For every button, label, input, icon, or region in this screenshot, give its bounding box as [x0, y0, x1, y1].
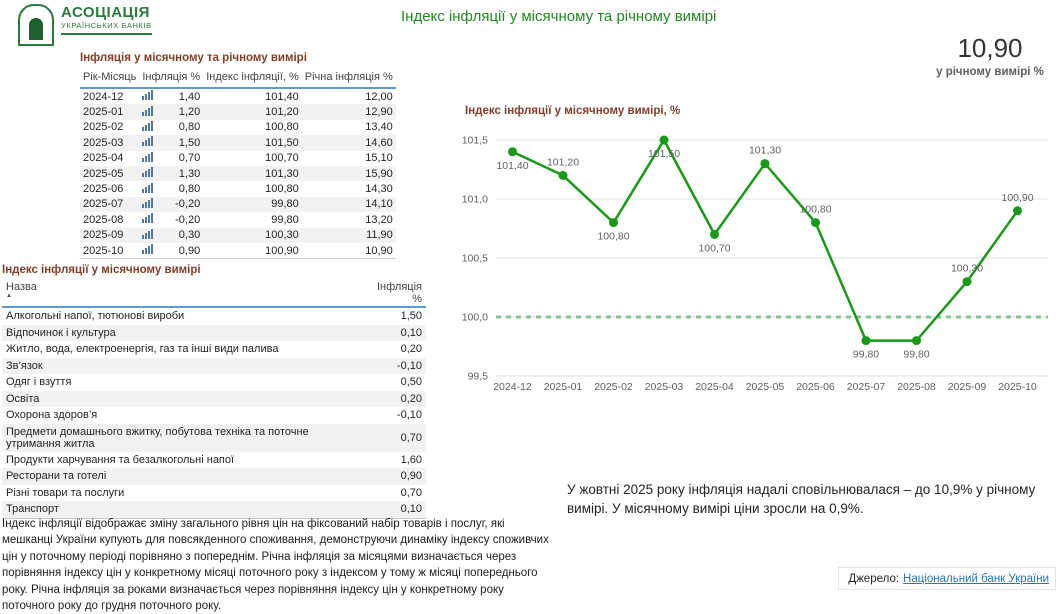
data-point[interactable]: [609, 218, 618, 227]
data-point-label: 100,90: [1001, 191, 1034, 204]
inflation-cell: 1,20: [161, 104, 203, 119]
table-row[interactable]: [80, 243, 396, 259]
col-header-month[interactable]: Рік-Місяць: [80, 69, 139, 88]
table-row[interactable]: [80, 166, 396, 181]
category-name-cell: Алкогольні напої, тютюнові вироби: [6, 310, 185, 323]
table-row[interactable]: [80, 151, 396, 166]
table-row[interactable]: [2, 468, 426, 485]
index-cell: 101,50: [203, 135, 302, 150]
data-point[interactable]: [660, 136, 669, 145]
inflation-cell: 0,70: [178, 152, 201, 165]
col-header-annual[interactable]: Річна інфляція %: [302, 69, 396, 88]
category-value-cell: 0,20: [362, 391, 426, 408]
data-point[interactable]: [963, 277, 972, 286]
mini-bar-chart-icon: [139, 181, 161, 196]
category-name-cell: Відпочинок і культура: [2, 325, 362, 342]
table-row[interactable]: [2, 407, 426, 424]
data-point-label: 100,30: [950, 262, 984, 275]
summary-text: У жовтні 2025 року інфляція надалі сповільнювалася – до 10,9% у річному вимірі. У місячному вимірі ціни зросли на 0,9%.: [567, 482, 1036, 516]
category-value-cell: 0,10: [362, 325, 426, 342]
category-value-cell: 0,70: [362, 424, 426, 452]
monthly-inflation-table: [80, 69, 396, 259]
index-cell: 100,30: [203, 228, 302, 243]
data-point[interactable]: [912, 336, 921, 345]
category-value-cell: 0,10: [362, 501, 426, 518]
mini-bar-chart-icon: [139, 104, 161, 119]
table-row[interactable]: [2, 391, 426, 408]
category-inflation-table-visual: [2, 264, 426, 519]
data-point-label: 99,80: [852, 348, 880, 361]
data-point-label: 100,70: [698, 242, 731, 255]
source-link[interactable]: Національний банк України: [903, 572, 1049, 585]
data-point[interactable]: [761, 159, 770, 168]
annual-cell: 10,90: [302, 243, 396, 259]
data-point-label: 99,80: [903, 348, 930, 361]
category-value-cell: 1,60: [400, 453, 422, 466]
mini-bar-chart-icon: [139, 88, 161, 104]
index-cell: 101,40: [265, 90, 299, 103]
mini-bar-chart-icon: [139, 120, 161, 135]
table-row[interactable]: [80, 88, 396, 104]
index-cell: 99,80: [271, 213, 299, 226]
x-axis-tick-label: 2025-01: [543, 381, 583, 393]
mini-bar-chart-icon: [139, 166, 161, 181]
table-row[interactable]: [2, 424, 426, 452]
annual-cell: 11,90: [302, 228, 396, 243]
table-row[interactable]: [2, 307, 426, 325]
x-axis-tick-label: 2024-12: [493, 381, 532, 393]
inflation-cell: 0,80: [178, 183, 201, 196]
annual-cell: 12,90: [302, 104, 396, 119]
category-value-cell: 0,70: [400, 486, 422, 499]
logo-title: АСОЦІАЦІЯ: [61, 4, 150, 21]
annual-cell: 14,10: [302, 197, 396, 212]
category-name-cell: Одяг і взуття: [6, 376, 72, 389]
data-point[interactable]: [559, 171, 568, 180]
index-cell: 100,80: [265, 183, 299, 196]
annual-cell: 14,60: [302, 135, 396, 150]
month-cell: 2025-09: [80, 228, 139, 243]
table-row[interactable]: [2, 325, 426, 342]
month-cell: 2025-03: [80, 135, 139, 150]
category-value-cell: 0,50: [400, 376, 422, 389]
source-box: [838, 567, 1056, 590]
annual-cell: 12,00: [365, 90, 393, 103]
inflation-cell: 0,90: [161, 243, 203, 259]
kpi-annual-inflation: [930, 34, 1050, 78]
table-row[interactable]: [80, 120, 396, 135]
month-cell: 2025-10: [80, 243, 139, 259]
inflation-cell: 0,30: [161, 228, 203, 243]
table-row[interactable]: [80, 197, 396, 212]
data-point[interactable]: [811, 218, 820, 227]
monthly-inflation-table-visual: [80, 52, 393, 259]
data-point[interactable]: [710, 230, 719, 239]
month-cell: 2025-07: [80, 197, 139, 212]
month-cell: 2025-01: [80, 104, 139, 119]
chart-title: Індекс інфляції у місячному вимірі, %: [465, 105, 681, 117]
inflation-cell: 1,30: [161, 166, 203, 181]
inflation-cell: 0,80: [178, 121, 201, 134]
inflation-cell: -0,20: [161, 197, 203, 212]
month-cell: 2025-05: [80, 166, 139, 181]
data-point[interactable]: [862, 336, 871, 345]
category-name-cell: Освіта: [2, 391, 362, 408]
annual-cell: 15,10: [365, 152, 393, 165]
x-axis-tick-label: 2025-10: [998, 381, 1037, 393]
x-axis-tick-label: 2025-04: [695, 381, 734, 393]
x-axis-tick-label: 2025-06: [796, 381, 835, 393]
table-row[interactable]: [80, 181, 396, 196]
mini-bar-chart-icon: [139, 135, 161, 150]
mini-bar-chart-icon: [139, 197, 161, 212]
table-row[interactable]: [80, 228, 396, 243]
category-value-cell: 0,20: [400, 343, 422, 356]
table-row[interactable]: [80, 135, 396, 150]
table-row[interactable]: [2, 452, 426, 469]
category-name-cell: Різні товари та послуги: [6, 486, 125, 499]
source-prefix: Джерело:: [848, 572, 900, 585]
y-axis-tick-label: 100,5: [461, 252, 488, 265]
month-cell: 2025-04: [83, 152, 124, 165]
table-row[interactable]: [2, 341, 426, 358]
index-cell: 100,90: [203, 243, 302, 259]
kpi-value: 10,90: [957, 33, 1023, 63]
annual-cell: 14,30: [365, 183, 393, 196]
category-table-title: Індекс інфляції у місячному вимірі: [2, 264, 201, 276]
index-cell: 100,80: [265, 121, 299, 134]
month-cell: 2025-08: [83, 213, 124, 226]
category-inflation-table: [2, 280, 426, 519]
data-point-label: 101,50: [647, 148, 681, 160]
category-name-cell: Охорона здоров’я: [6, 409, 98, 422]
annual-cell: 13,40: [365, 121, 393, 134]
data-point-label: 101,40: [496, 159, 529, 172]
index-cell: 101,20: [203, 104, 302, 119]
category-value-cell: -0,10: [362, 358, 426, 375]
category-value-cell: 1,50: [400, 310, 422, 323]
category-value-cell: 0,90: [362, 468, 426, 485]
arch-logo-icon: [18, 4, 54, 46]
category-name-cell: Житло, вода, електроенергія, газ та інші види палива: [6, 343, 279, 356]
data-point[interactable]: [1013, 206, 1022, 215]
mini-bar-chart-icon: [139, 212, 161, 227]
logo-subtitle: УКРАЇНСЬКИХ БАНКІВ: [61, 21, 152, 30]
month-cell: 2025-02: [83, 121, 124, 134]
x-axis-tick-label: 2025-08: [897, 381, 936, 393]
monthly-table-title: Інфляція у місячному та річному вимірі: [80, 52, 307, 64]
annual-cell: 15,90: [302, 166, 396, 181]
index-cell: 100,70: [265, 152, 299, 165]
month-cell: 2024-12: [83, 90, 124, 103]
sort-ascending-icon[interactable]: ▲: [6, 293, 12, 299]
x-axis-tick-label: 2025-09: [947, 381, 987, 393]
col-header-category-inflation[interactable]: Інфляція %: [362, 280, 426, 307]
mini-bar-chart-icon: [139, 228, 161, 243]
col-header-name[interactable]: Назва ▲: [2, 280, 362, 307]
table-row[interactable]: [2, 485, 426, 502]
category-name-cell: Ресторани та готелі: [2, 468, 362, 485]
col-header-index[interactable]: Індекс інфляції, %: [203, 69, 302, 88]
aub-logo: [18, 4, 152, 46]
data-point[interactable]: [508, 147, 517, 156]
category-name-cell: Зв’язок: [2, 358, 362, 375]
category-value-cell: -0,10: [396, 409, 422, 422]
table-row[interactable]: [2, 358, 426, 375]
inflation-line-series: [513, 140, 1018, 341]
table-row[interactable]: [80, 212, 396, 227]
inflation-cell: 1,50: [161, 135, 203, 150]
index-cell: 101,30: [203, 166, 302, 181]
monthly-inflation-line-chart[interactable]: [450, 120, 1056, 400]
data-point-label: 100,80: [597, 230, 630, 243]
y-axis-tick-label: 100,0: [461, 311, 488, 324]
methodology-footnote: Індекс інфляції відображає зміну загального рівня цін на фіксований набір товарів і послуг, які мешканці України купують для повсякденного споживання, демонструючи динаміку індексу споживчих цін у поточному періоді порівняно з попереднім. Річна інфляція за місяцями визначається через порівняння індексу цін у конкретному місяці поточного року з індексом у тому ж місяці попереднього року. Річна інфляція за роками визначається через порівняння індексу цін у конкретному року поточного року до грудня поточного року.: [2, 518, 549, 613]
mini-bar-chart-icon: [139, 151, 161, 166]
col-header-inflation[interactable]: Інфляція %: [139, 69, 203, 88]
x-axis-tick-label: 2025-05: [745, 381, 785, 393]
kpi-caption: у річному вимірі %: [936, 66, 1044, 78]
data-point-label: 101,20: [546, 156, 580, 169]
month-cell: 2025-06: [83, 183, 124, 196]
inflation-cell: -0,20: [175, 213, 201, 226]
y-axis-tick-label: 101,5: [461, 134, 488, 147]
inflation-cell: 1,40: [178, 90, 201, 103]
page-title: Індекс інфляції у місячному та річному вимірі: [401, 8, 717, 25]
x-axis-tick-label: 2025-07: [846, 381, 886, 393]
annual-cell: 13,20: [365, 213, 393, 226]
table-row[interactable]: [80, 104, 396, 119]
category-name-cell: Продукти харчування та безалкогольні напої: [6, 453, 235, 466]
category-name-cell: Транспорт: [2, 501, 362, 518]
y-axis-tick-label: 99,5: [467, 370, 488, 383]
x-axis-tick-label: 2025-03: [644, 381, 684, 393]
data-point-label: 100,80: [799, 203, 832, 216]
mini-bar-chart-icon: [139, 243, 161, 259]
y-axis-tick-label: 101,0: [461, 193, 488, 206]
data-point-label: 101,30: [748, 144, 782, 157]
index-cell: 99,80: [203, 197, 302, 212]
table-row[interactable]: [2, 374, 426, 391]
x-axis-tick-label: 2025-02: [594, 381, 633, 393]
category-name-cell: Предмети домашнього вжитку, побутова техніка та поточне утримання житла: [2, 424, 362, 452]
